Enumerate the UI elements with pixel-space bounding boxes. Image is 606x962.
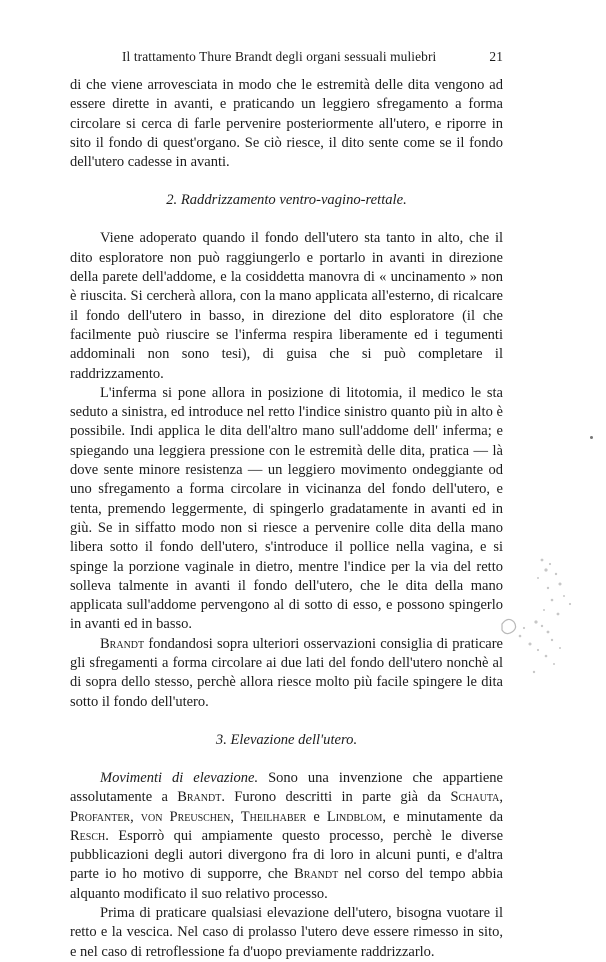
paragraph: Viene adoperato quando il fondo dell'utero sta tanto in alto, che il dito esploratore non può raggiungerlo e portarlo in avanti in direzione della parete dell'addome, e la cosiddetta manovra di « uncinamento » non è riuscita. Si cercherà allora, con la mano applicata all'esterno, di ricalcare il fondo dell'utero in basso, in direzione del dito esploratore (il che facilmente può riuscire se l'inferma respira liberamente ed i tegumenti addominali non sono tesi), di guisa che si può completare il raddrizzamento. [70,230,503,382]
section-heading-2: 2. Raddrizzamento ventro-vagino-rettale. [166,192,407,209]
paragraph: Movimenti di elevazione. Sono una invenzione che appartiene assolutamente a Brandt. Furono descritti in parte già da Schauta, Profanter, von Preuschen, Theilhaber e Lindblom, e minutamente da Resch. Esporrò qui ampiamente questo processo, perchè le diverse pubblicazioni degli autori divergono fra di loro in alcuni punti, e d'altra parte io ho motivo di supporre, che Brandt nel corso del tempo abbia alquanto modificato il suo relativo processo. [70,769,504,902]
section-heading-3: 3. Elevazione dell'utero. [215,731,358,748]
paragraph-continuation: di che viene arrovesciata in modo che le estremità delle dita vengono ad essere dirette in avanti, e praticando un leggiero sfregamento a forma circolare si cerca di farle pervenire posteriormente all'utero, e riporre in sito il fondo di quest'organo. Se ciò riesce, il dito sente come se il fondo dell'utero cadesse in avanti. [70,77,503,171]
author-name: Brandt [100,635,145,652]
author-names: Profanter, von Preuschen, Theilhaber [70,808,307,825]
author-name: Schauta [450,789,500,806]
paragraph-text: fondandosi sopra ulteriori osservazioni consiglia di praticare gli sfregamenti a forma circolare ai due lati del fondo dell'utero nonchè al di sopra dello stesso, perchè allora riesce molto più facile spingere le dita sotto il fondo dell'utero. [70,635,503,710]
page-number: 21 [489,49,503,64]
paper-stain [490,540,600,710]
author-name: Lindblom [326,808,383,825]
running-title: Il trattamento Thure Brandt degli organi sessuali muliebri [122,49,437,64]
paragraph: L'inferma si pone allora in posizione di litotomia, il medico le sta seduto a sinistra, ed introduce nel retto l'indice sinistro quanto più in alto è possibile. Indi applica le dita dell'altro mano sull'addome dell' inferma; e spiegando una leggiera pressione con le estremità delle dita, pratica — là dove sente minore resistenza — un leggiero movimento ondeggiante od uno sfregamento a forma circolare in vicinanza del fondo dell'utero, e tenta, premendo leggermente, di spingerlo gradatamente in avanti ed in giù. Se in siffatto modo non si riesce a pervenire colle dita della mano libera sotto il fondo dell'utero, s'introduce il pollice nella vagina, e si spinge la porzione vaginale in dietro, mentre l'indice per la via del retto solleva talmente in avanti il fondo dell'utero, che le dita della mano applicata sull'addome pervengono al di sotto di esso, e possono spingerlo in avanti ed in basso. [70,384,503,633]
author-name: Resch [70,827,106,844]
paragraph [70,635,503,712]
page-content [70,46,503,962]
ink-speck [590,436,593,439]
author-name: Brandt [294,866,339,883]
paragraph-lead: Movimenti di elevazione. [100,769,259,786]
author-name: Brandt [177,789,222,806]
running-header [70,46,503,68]
paragraph: Prima di praticare qualsiasi elevazione dell'utero, bisogna vuotare il retto e la vescica. Nel caso di prolasso l'utero deve essere rimesso in sito, e nel caso di retroflessione fa d'uopo previamente raddrizzarlo. [70,904,503,960]
